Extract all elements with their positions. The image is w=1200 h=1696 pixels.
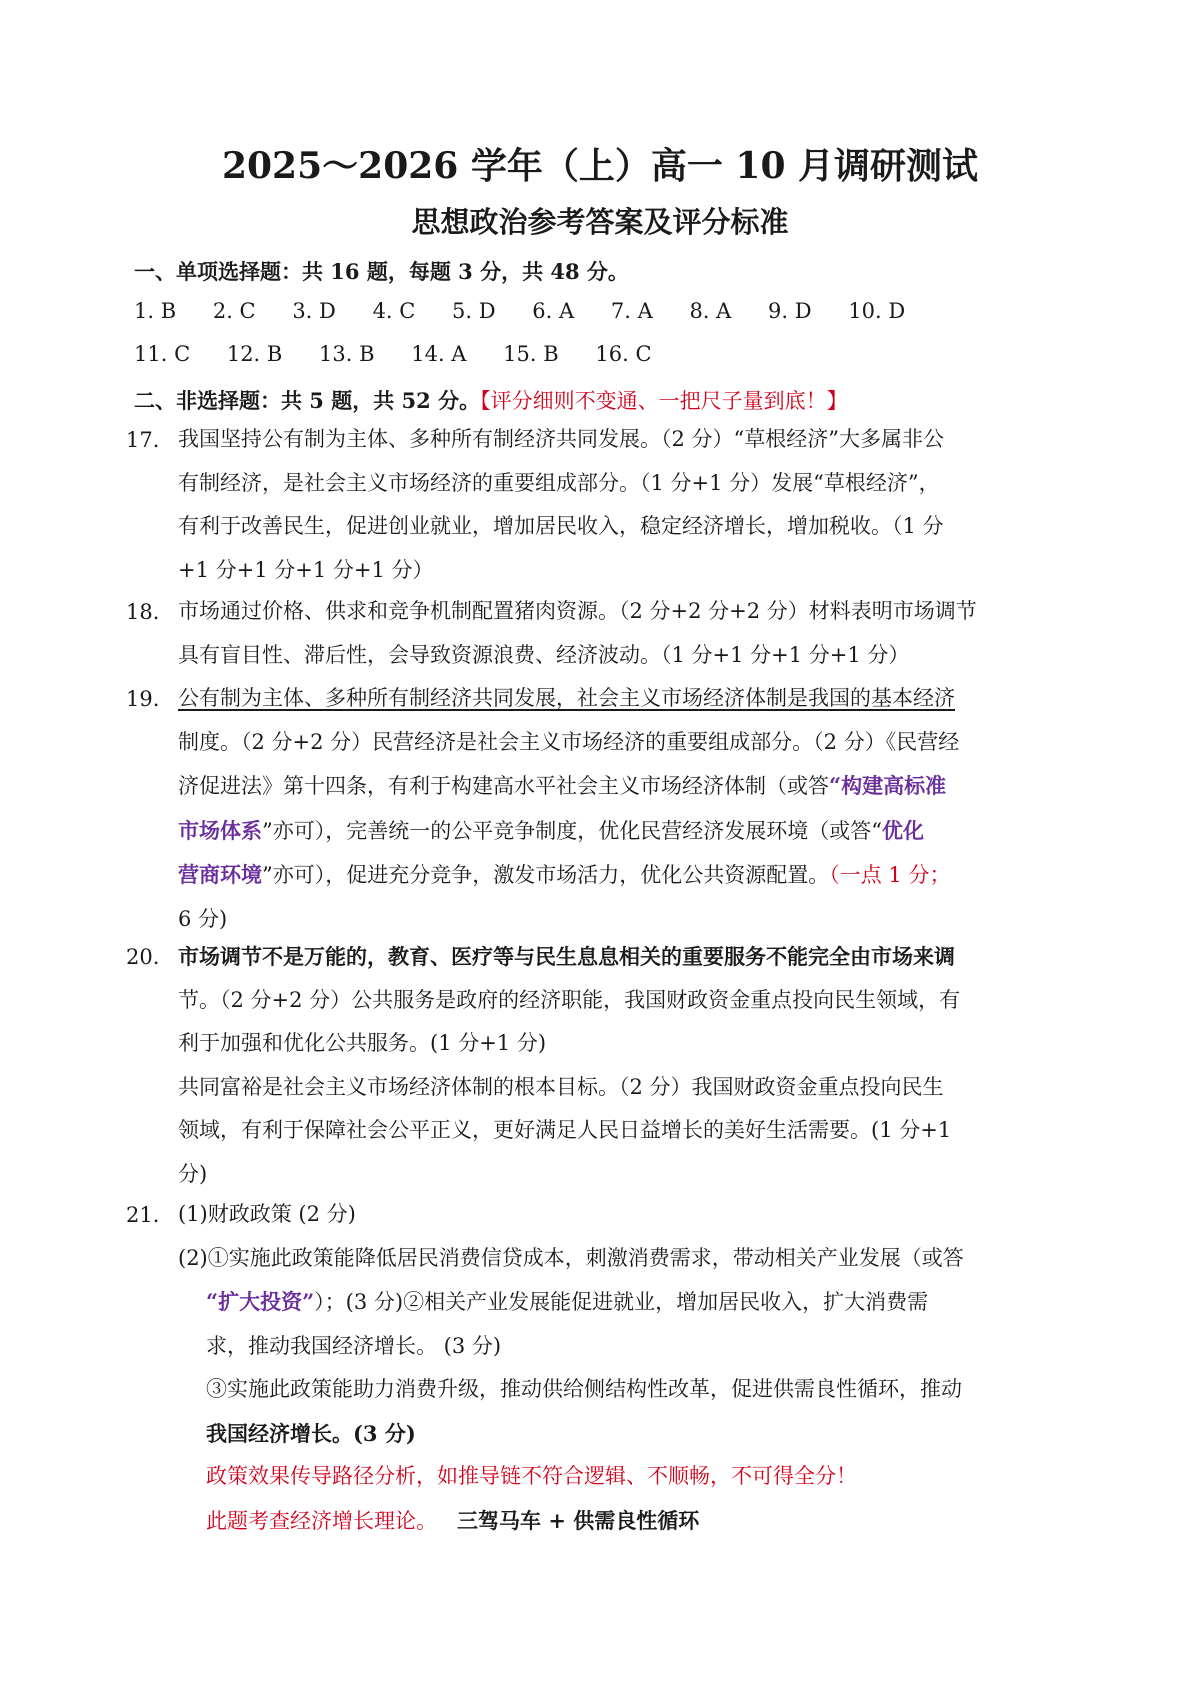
q17-line: 有利于改善民生，促进创业就业，增加居民收入，稳定经济增长，增加税收。（1 分 bbox=[178, 514, 944, 538]
q19-alt-answer: “构建高标准 bbox=[829, 773, 947, 798]
answer-item: 13. B bbox=[319, 342, 375, 366]
section2-heading-line bbox=[134, 385, 848, 415]
q19-line: 公有制为主体、多种所有制经济共同发展，社会主义市场经济体制是我国的基本经济 bbox=[178, 686, 955, 710]
q18-line: 具有盲目性、滞后性，会导致资源浪费、经济波动。（1 分+1 分+1 分+1 分） bbox=[178, 642, 910, 667]
q19-line: ”亦可），完善统一的公平竞争制度，优化民营经济发展环境（或答“ bbox=[262, 818, 882, 843]
q20-line: 节。（2 分+2 分）公共服务是政府的经济职能，我国财政资金重点投向民生领域，有 bbox=[178, 987, 961, 1012]
q21-number: 21. bbox=[126, 1203, 160, 1227]
q20-line: 市场调节不是万能的，教育、医疗等与民生息息相关的重要服务不能完全由市场来调 bbox=[178, 944, 955, 969]
q17-line: 有制经济，是社会主义市场经济的重要组成部分。（1 分+1 分）发展“草根经济”， bbox=[178, 470, 940, 495]
q21-part2-end: 求，推动我国经济增长。 (3 分) bbox=[206, 1333, 502, 1358]
q20-line: 利于加强和优化公共服务。(1 分+1 分) bbox=[178, 1031, 547, 1055]
q21-part1: (1)财政政策 (2 分) bbox=[178, 1202, 356, 1226]
q19-line: 济促进法》第十四条，有利于构建高水平社会主义市场经济体制（或答 bbox=[178, 774, 829, 798]
q21-summary: 三驾马车 + 供需良性循环 bbox=[457, 1507, 700, 1533]
answer-item: 10. D bbox=[848, 299, 906, 323]
q20-line: 分) bbox=[178, 1161, 208, 1186]
answers-row-2 bbox=[134, 342, 682, 366]
q17-number: 17. bbox=[126, 428, 160, 452]
q21-answer bbox=[178, 1193, 1064, 1543]
answer-item: 16. C bbox=[595, 342, 652, 366]
q19-answer bbox=[178, 677, 1064, 941]
answer-item: 9. D bbox=[768, 299, 812, 323]
q20-answer bbox=[178, 935, 1064, 1196]
q19-line: 6 分) bbox=[178, 906, 228, 931]
answer-item: 6. A bbox=[532, 299, 575, 323]
q19-line: 制度。（2 分+2 分）民营经济是社会主义市场经济的重要组成部分。（2 分）《民营经 bbox=[178, 729, 960, 754]
q19-alt-answer: 市场体系 bbox=[178, 817, 262, 843]
q21-part3-end: 我国经济增长。(3 分) bbox=[206, 1420, 416, 1446]
q20-number: 20. bbox=[126, 945, 160, 969]
page-subtitle: 思想政治参考答案及评分标准 bbox=[411, 205, 789, 239]
q19-alt-answer: 优化 bbox=[881, 817, 924, 843]
answer-item: 5. D bbox=[452, 299, 496, 323]
page-title: 2025～2026 学年（上）高一 10 月调研测试 bbox=[221, 145, 979, 187]
q19-line: ”亦可），促进充分竞争，激发市场活力，优化公共资源配置。 bbox=[262, 863, 830, 887]
answer-item: 1. B bbox=[134, 299, 177, 323]
q18-answer bbox=[178, 590, 1064, 677]
q18-line: 市场通过价格、供求和竞争机制配置猪肉资源。（2 分+2 分+2 分）材料表明市场调节 bbox=[178, 599, 977, 623]
q20-line: 共同富裕是社会主义市场经济体制的根本目标。（2 分）我国财政资金重点投向民生 bbox=[178, 1074, 944, 1099]
answer-item: 3. D bbox=[292, 299, 336, 323]
answers-row-1 bbox=[134, 299, 935, 323]
answer-item: 14. A bbox=[411, 342, 467, 366]
q19-alt-answer: 营商环境 bbox=[178, 862, 262, 887]
grading-note: 【评分细则不变通、一把尺子量到底！】 bbox=[480, 389, 848, 413]
answer-item: 2. C bbox=[212, 299, 256, 323]
q17-line: 我国坚持公有制为主体、多种所有制经济共同发展。（2 分）“草根经济”大多属非公 bbox=[178, 427, 945, 451]
answer-item: 8. A bbox=[689, 299, 732, 323]
q19-number: 19. bbox=[126, 687, 160, 711]
q18-number: 18. bbox=[126, 600, 160, 624]
q21-part2: (2)①实施此政策能降低居民消费信贷成本，刺激消费需求，带动相关产业发展（或答 bbox=[178, 1245, 964, 1270]
q21-alt-answer: “扩大投资” bbox=[206, 1289, 315, 1314]
q21-part2-cont: ）；(3 分)②相关产业发展能促进就业，增加居民收入，扩大消费需 bbox=[314, 1290, 929, 1314]
q19-scoring-note: （一点 1 分； bbox=[829, 863, 951, 887]
answer-item: 11. C bbox=[134, 342, 191, 366]
q20-line: 领域，有利于保障社会公平正义，更好满足人民日益增长的美好生活需要。(1 分+1 bbox=[178, 1118, 952, 1142]
answer-item: 15. B bbox=[503, 342, 559, 366]
section1-heading: 一、单项选择题：共 16 题，每题 3 分，共 48 分。 bbox=[134, 259, 629, 284]
q21-theory-note: 此题考查经济增长理论。 bbox=[206, 1508, 437, 1533]
answer-item: 7. A bbox=[610, 299, 653, 323]
answer-item: 12. B bbox=[226, 342, 283, 366]
q21-part3: ③实施此政策能助力消费升级，推动供给侧结构性改革，促进供需良性循环，推动 bbox=[206, 1377, 962, 1401]
answer-item: 4. C bbox=[372, 299, 416, 323]
q21-grading-note: 政策效果传导路径分析，如推导链不符合逻辑、不顺畅，不可得全分！ bbox=[206, 1464, 857, 1488]
q17-line: +1 分+1 分+1 分+1 分） bbox=[178, 557, 434, 582]
q17-answer bbox=[178, 418, 1064, 592]
section2-heading: 二、非选择题：共 5 题，共 52 分。 bbox=[134, 388, 481, 413]
